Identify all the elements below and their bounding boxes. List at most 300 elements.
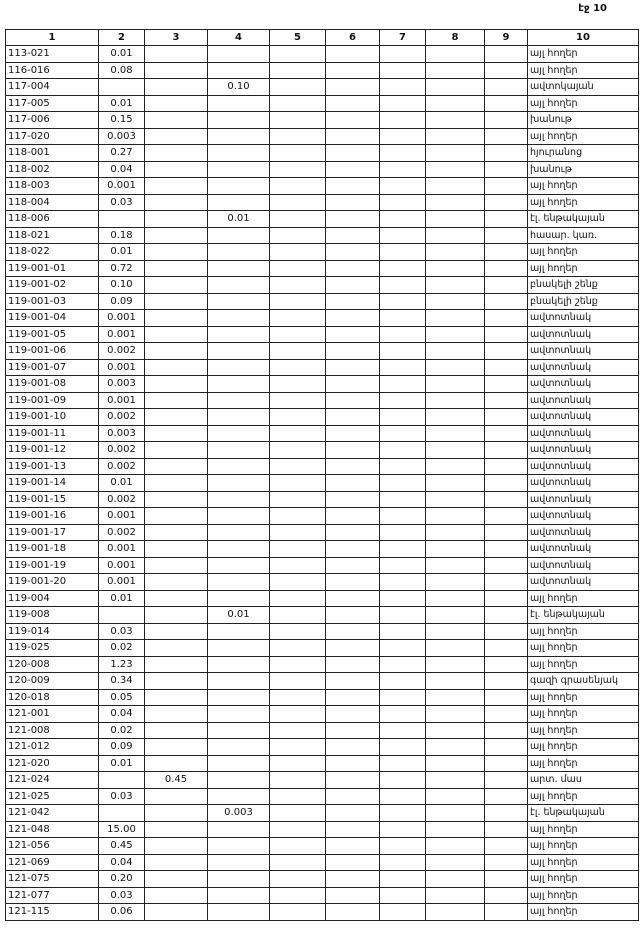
empty-cell <box>380 442 426 459</box>
col4-value-cell <box>208 392 270 409</box>
col4-value-cell <box>208 640 270 657</box>
land-use-cell: այլ հողեր <box>528 706 639 723</box>
empty-cell <box>380 211 426 228</box>
empty-cell <box>270 260 326 277</box>
land-use-cell: այլ հողեր <box>528 194 639 211</box>
col3-value-cell <box>145 260 208 277</box>
empty-cell <box>485 277 528 294</box>
parcel-code-cell: 119-001-04 <box>6 310 99 327</box>
empty-cell <box>326 145 380 162</box>
col4-value-cell <box>208 145 270 162</box>
empty-cell <box>326 772 380 789</box>
col3-value-cell <box>145 904 208 921</box>
land-use-cell: ավտոտնակ <box>528 458 639 475</box>
col3-value-cell <box>145 739 208 756</box>
empty-cell <box>426 854 485 871</box>
empty-cell <box>270 607 326 624</box>
table-row <box>6 293 639 310</box>
empty-cell <box>380 227 426 244</box>
empty-cell <box>485 689 528 706</box>
empty-cell <box>485 211 528 228</box>
table-row <box>6 442 639 459</box>
empty-cell <box>426 821 485 838</box>
empty-cell <box>380 524 426 541</box>
empty-cell <box>270 706 326 723</box>
parcel-code-cell: 121-042 <box>6 805 99 822</box>
empty-cell <box>270 95 326 112</box>
area-cell: 0.01 <box>99 590 145 607</box>
col3-value-cell <box>145 557 208 574</box>
area-cell: 0.01 <box>99 46 145 63</box>
empty-cell <box>270 590 326 607</box>
col3-value-cell <box>145 128 208 145</box>
empty-cell <box>326 491 380 508</box>
col4-value-cell <box>208 128 270 145</box>
empty-cell <box>485 673 528 690</box>
empty-cell <box>426 574 485 591</box>
empty-cell <box>426 805 485 822</box>
col4-value-cell <box>208 293 270 310</box>
empty-cell <box>326 755 380 772</box>
empty-cell <box>270 508 326 525</box>
empty-cell <box>380 359 426 376</box>
col3-value-cell <box>145 458 208 475</box>
empty-cell <box>485 79 528 96</box>
table-body <box>6 46 639 921</box>
empty-cell <box>380 805 426 822</box>
empty-cell <box>380 277 426 294</box>
empty-cell <box>270 805 326 822</box>
col3-value-cell <box>145 161 208 178</box>
empty-cell <box>270 640 326 657</box>
empty-cell <box>380 260 426 277</box>
empty-cell <box>426 887 485 904</box>
table-row <box>6 689 639 706</box>
land-use-cell: այլ հողեր <box>528 838 639 855</box>
land-use-cell: ավտոտնակ <box>528 425 639 442</box>
land-use-cell: ավտոտնակ <box>528 541 639 558</box>
col3-value-cell <box>145 343 208 360</box>
empty-cell <box>380 326 426 343</box>
empty-cell <box>426 211 485 228</box>
table-row <box>6 805 639 822</box>
empty-cell <box>380 178 426 195</box>
area-cell: 0.15 <box>99 112 145 129</box>
empty-cell <box>485 145 528 162</box>
land-use-cell: այլ հողեր <box>528 95 639 112</box>
table-row <box>6 145 639 162</box>
empty-cell <box>326 706 380 723</box>
column-header-7: 7 <box>380 30 426 46</box>
table-row <box>6 79 639 96</box>
empty-cell <box>485 376 528 393</box>
empty-cell <box>270 458 326 475</box>
empty-cell <box>485 772 528 789</box>
area-cell: 0.01 <box>99 244 145 261</box>
empty-cell <box>270 145 326 162</box>
parcel-code-cell: 119-001-12 <box>6 442 99 459</box>
empty-cell <box>485 46 528 63</box>
table-row <box>6 359 639 376</box>
empty-cell <box>270 277 326 294</box>
col3-value-cell <box>145 689 208 706</box>
parcel-code-cell: 118-003 <box>6 178 99 195</box>
empty-cell <box>270 557 326 574</box>
parcel-code-cell: 118-006 <box>6 211 99 228</box>
table-row <box>6 343 639 360</box>
empty-cell <box>326 854 380 871</box>
area-cell: 0.09 <box>99 739 145 756</box>
table-row <box>6 739 639 756</box>
empty-cell <box>485 310 528 327</box>
parcel-code-cell: 119-004 <box>6 590 99 607</box>
empty-cell <box>426 128 485 145</box>
area-cell: 0.001 <box>99 310 145 327</box>
empty-cell <box>270 128 326 145</box>
col3-value-cell <box>145 62 208 79</box>
parcel-code-cell: 119-014 <box>6 623 99 640</box>
parcel-code-cell: 119-001-15 <box>6 491 99 508</box>
col3-value-cell <box>145 442 208 459</box>
land-register-table <box>5 29 639 921</box>
table-row <box>6 409 639 426</box>
column-header-4: 4 <box>208 30 270 46</box>
parcel-code-cell: 120-018 <box>6 689 99 706</box>
empty-cell <box>485 161 528 178</box>
table-row <box>6 656 639 673</box>
land-use-cell: այլ հողեր <box>528 755 639 772</box>
table-row <box>6 524 639 541</box>
empty-cell <box>270 161 326 178</box>
empty-cell <box>380 821 426 838</box>
empty-cell <box>380 656 426 673</box>
empty-cell <box>380 854 426 871</box>
land-use-cell: ավտոտնակ <box>528 376 639 393</box>
table-row <box>6 227 639 244</box>
col3-value-cell <box>145 475 208 492</box>
col3-value-cell <box>145 491 208 508</box>
empty-cell <box>380 640 426 657</box>
land-use-cell: այլ հողեր <box>528 904 639 921</box>
land-use-cell: էլ. ենթակայան <box>528 805 639 822</box>
table-row <box>6 46 639 63</box>
area-cell: 0.45 <box>99 838 145 855</box>
parcel-code-cell: 119-025 <box>6 640 99 657</box>
col3-value-cell <box>145 194 208 211</box>
empty-cell <box>485 838 528 855</box>
land-use-cell: էլ. ենթակայան <box>528 211 639 228</box>
col4-value-cell <box>208 491 270 508</box>
empty-cell <box>326 376 380 393</box>
area-cell: 0.09 <box>99 293 145 310</box>
parcel-code-cell: 119-001-10 <box>6 409 99 426</box>
parcel-code-cell: 121-069 <box>6 854 99 871</box>
empty-cell <box>380 689 426 706</box>
table-row <box>6 607 639 624</box>
empty-cell <box>270 689 326 706</box>
col4-value-cell <box>208 871 270 888</box>
col4-value-cell <box>208 227 270 244</box>
empty-cell <box>426 425 485 442</box>
area-cell: 0.03 <box>99 788 145 805</box>
col3-value-cell <box>145 722 208 739</box>
empty-cell <box>380 673 426 690</box>
empty-cell <box>426 310 485 327</box>
parcel-code-cell: 119-001-07 <box>6 359 99 376</box>
table-row <box>6 458 639 475</box>
col3-value-cell <box>145 524 208 541</box>
empty-cell <box>270 178 326 195</box>
parcel-code-cell: 119-001-16 <box>6 508 99 525</box>
col3-value-cell <box>145 788 208 805</box>
empty-cell <box>380 541 426 558</box>
column-header-9: 9 <box>485 30 528 46</box>
empty-cell <box>485 508 528 525</box>
empty-cell <box>380 706 426 723</box>
empty-cell <box>326 590 380 607</box>
area-cell: 0.001 <box>99 178 145 195</box>
col4-value-cell <box>208 326 270 343</box>
land-use-cell: ավտոտնակ <box>528 475 639 492</box>
empty-cell <box>426 359 485 376</box>
col3-value-cell <box>145 95 208 112</box>
empty-cell <box>426 376 485 393</box>
col4-value-cell <box>208 623 270 640</box>
empty-cell <box>270 524 326 541</box>
parcel-code-cell: 121-056 <box>6 838 99 855</box>
empty-cell <box>270 392 326 409</box>
empty-cell <box>326 673 380 690</box>
land-use-cell: հասար. կառ. <box>528 227 639 244</box>
parcel-code-cell: 119-008 <box>6 607 99 624</box>
land-use-cell: էլ. ենթակայան <box>528 607 639 624</box>
empty-cell <box>485 524 528 541</box>
parcel-code-cell: 119-001-13 <box>6 458 99 475</box>
empty-cell <box>326 722 380 739</box>
empty-cell <box>270 475 326 492</box>
area-cell: 0.002 <box>99 491 145 508</box>
empty-cell <box>426 458 485 475</box>
parcel-code-cell: 118-002 <box>6 161 99 178</box>
area-cell: 0.27 <box>99 145 145 162</box>
empty-cell <box>326 46 380 63</box>
parcel-code-cell: 119-001-19 <box>6 557 99 574</box>
col3-value-cell <box>145 623 208 640</box>
area-cell: 0.18 <box>99 227 145 244</box>
empty-cell <box>426 755 485 772</box>
col3-value-cell <box>145 79 208 96</box>
land-use-cell: ավտոտնակ <box>528 392 639 409</box>
empty-cell <box>485 557 528 574</box>
empty-cell <box>380 607 426 624</box>
page-number-label: էջ 10 <box>578 3 607 14</box>
empty-cell <box>326 161 380 178</box>
area-cell: 0.001 <box>99 326 145 343</box>
empty-cell <box>426 260 485 277</box>
empty-cell <box>485 343 528 360</box>
empty-cell <box>326 310 380 327</box>
col3-value-cell <box>145 46 208 63</box>
table-row <box>6 887 639 904</box>
table-row <box>6 326 639 343</box>
empty-cell <box>485 590 528 607</box>
table-row <box>6 788 639 805</box>
land-use-cell: ավտոտնակ <box>528 359 639 376</box>
parcel-code-cell: 119-001-09 <box>6 392 99 409</box>
empty-cell <box>380 739 426 756</box>
col4-value-cell <box>208 310 270 327</box>
empty-cell <box>270 409 326 426</box>
land-use-cell: ավտոտնակ <box>528 491 639 508</box>
land-use-cell: գազի գրասենյակ <box>528 673 639 690</box>
land-use-cell: այլ հողեր <box>528 821 639 838</box>
col3-value-cell <box>145 755 208 772</box>
empty-cell <box>270 656 326 673</box>
empty-cell <box>326 871 380 888</box>
empty-cell <box>326 508 380 525</box>
parcel-code-cell: 121-075 <box>6 871 99 888</box>
column-header-5: 5 <box>270 30 326 46</box>
empty-cell <box>326 607 380 624</box>
table-row <box>6 706 639 723</box>
col3-value-cell <box>145 409 208 426</box>
empty-cell <box>485 607 528 624</box>
empty-cell <box>485 178 528 195</box>
area-cell <box>99 805 145 822</box>
empty-cell <box>426 161 485 178</box>
empty-cell <box>380 458 426 475</box>
empty-cell <box>380 425 426 442</box>
table-row <box>6 178 639 195</box>
empty-cell <box>380 343 426 360</box>
table-row <box>6 62 639 79</box>
land-use-cell: ավտոտնակ <box>528 508 639 525</box>
area-cell: 0.05 <box>99 689 145 706</box>
area-cell: 15.00 <box>99 821 145 838</box>
area-cell: 0.001 <box>99 557 145 574</box>
empty-cell <box>485 194 528 211</box>
table-row <box>6 425 639 442</box>
col4-value-cell <box>208 112 270 129</box>
land-use-cell: ավտոտնակ <box>528 524 639 541</box>
area-cell: 0.002 <box>99 343 145 360</box>
empty-cell <box>270 788 326 805</box>
area-cell: 0.34 <box>99 673 145 690</box>
empty-cell <box>426 277 485 294</box>
col4-value-cell: 0.01 <box>208 211 270 228</box>
col4-value-cell <box>208 722 270 739</box>
empty-cell <box>326 112 380 129</box>
empty-cell <box>326 293 380 310</box>
table-row <box>6 211 639 228</box>
empty-cell <box>380 755 426 772</box>
col4-value-cell <box>208 755 270 772</box>
col4-value-cell: 0.003 <box>208 805 270 822</box>
parcel-code-cell: 119-001-03 <box>6 293 99 310</box>
empty-cell <box>326 557 380 574</box>
area-cell: 0.001 <box>99 541 145 558</box>
empty-cell <box>426 904 485 921</box>
column-header-10: 10 <box>528 30 639 46</box>
empty-cell <box>326 442 380 459</box>
empty-cell <box>380 788 426 805</box>
empty-cell <box>426 112 485 129</box>
table-row <box>6 590 639 607</box>
empty-cell <box>426 508 485 525</box>
empty-cell <box>270 62 326 79</box>
col3-value-cell <box>145 425 208 442</box>
empty-cell <box>380 590 426 607</box>
empty-cell <box>270 821 326 838</box>
table-row <box>6 475 639 492</box>
empty-cell <box>426 194 485 211</box>
col4-value-cell <box>208 524 270 541</box>
empty-cell <box>485 128 528 145</box>
parcel-code-cell: 119-001-02 <box>6 277 99 294</box>
empty-cell <box>326 128 380 145</box>
empty-cell <box>270 326 326 343</box>
empty-cell <box>485 442 528 459</box>
empty-cell <box>270 491 326 508</box>
area-cell: 0.001 <box>99 508 145 525</box>
empty-cell <box>380 128 426 145</box>
empty-cell <box>485 425 528 442</box>
col4-value-cell <box>208 772 270 789</box>
col4-value-cell <box>208 541 270 558</box>
col4-value-cell <box>208 409 270 426</box>
empty-cell <box>426 343 485 360</box>
col3-value-cell <box>145 376 208 393</box>
empty-cell <box>270 871 326 888</box>
col3-value-cell <box>145 640 208 657</box>
land-use-cell: ավտոտնակ <box>528 557 639 574</box>
empty-cell <box>326 788 380 805</box>
empty-cell <box>380 95 426 112</box>
area-cell: 0.001 <box>99 359 145 376</box>
empty-cell <box>426 62 485 79</box>
column-header-2: 2 <box>99 30 145 46</box>
empty-cell <box>380 557 426 574</box>
column-header-1: 1 <box>6 30 99 46</box>
area-cell: 0.02 <box>99 640 145 657</box>
area-cell <box>99 607 145 624</box>
empty-cell <box>426 227 485 244</box>
empty-cell <box>380 409 426 426</box>
col3-value-cell <box>145 541 208 558</box>
table-row <box>6 161 639 178</box>
land-use-cell: այլ հողեր <box>528 46 639 63</box>
empty-cell <box>270 739 326 756</box>
table-row <box>6 838 639 855</box>
table-row <box>6 392 639 409</box>
col4-value-cell <box>208 821 270 838</box>
empty-cell <box>426 706 485 723</box>
col4-value-cell: 0.01 <box>208 607 270 624</box>
empty-cell <box>270 46 326 63</box>
table-row <box>6 623 639 640</box>
land-use-cell: խանութ <box>528 161 639 178</box>
empty-cell <box>270 359 326 376</box>
table-row <box>6 260 639 277</box>
empty-cell <box>380 79 426 96</box>
empty-cell <box>326 838 380 855</box>
empty-cell <box>426 673 485 690</box>
empty-cell <box>326 326 380 343</box>
col4-value-cell <box>208 574 270 591</box>
area-cell: 0.001 <box>99 392 145 409</box>
column-header-8: 8 <box>426 30 485 46</box>
area-cell: 0.003 <box>99 425 145 442</box>
